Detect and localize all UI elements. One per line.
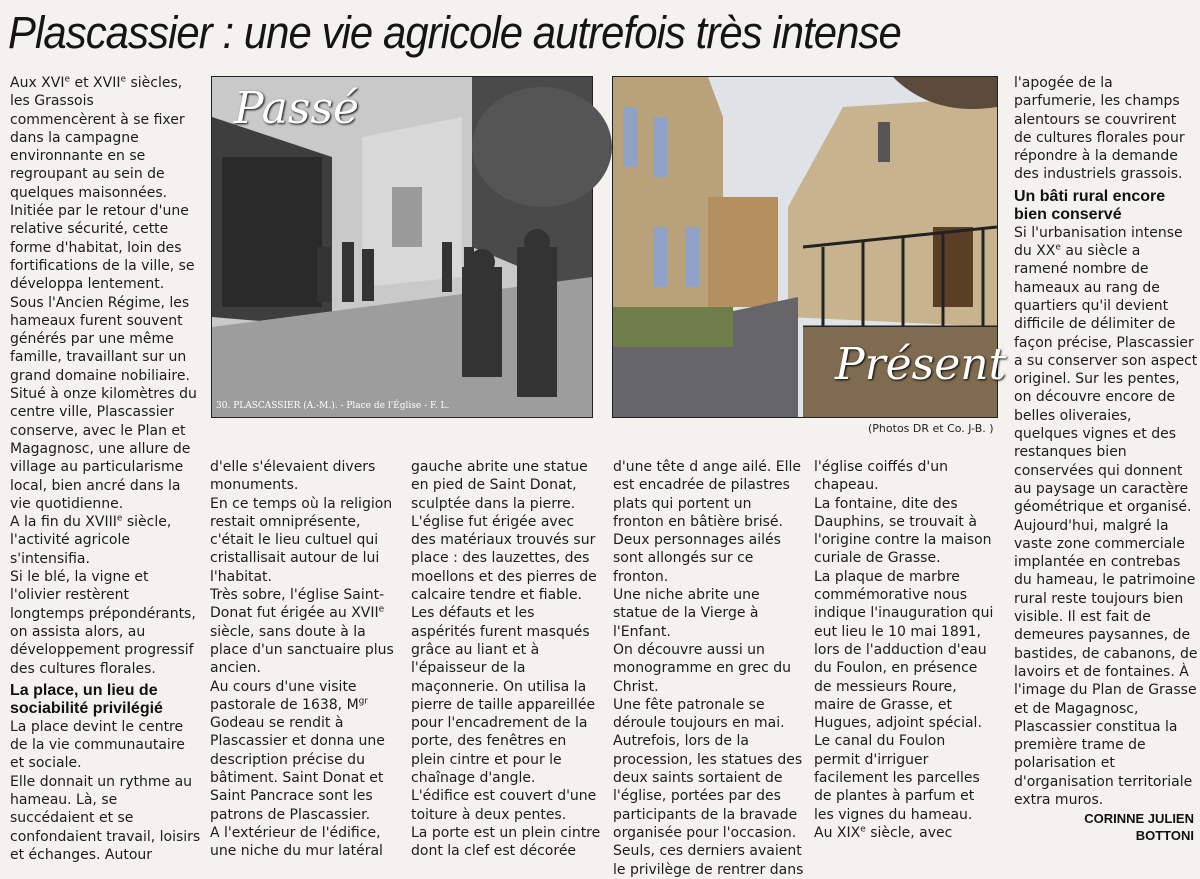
article-column-6	[1014, 74, 1198, 809]
postcard-title: PLASCASSIER (A.-M.). - Place de l'Église - F. L.	[233, 401, 450, 411]
author-byline	[1014, 810, 1194, 844]
paragraph: Très sobre, l'église Saint-Donat fut érigée au XVIIe siècle, sans doute à la place d'un sanctuaire plus ancien.	[210, 587, 394, 677]
paragraph: L'édifice est couvert d'une toiture à deux pentes.	[411, 788, 597, 823]
headline: Plascassier : une vie agricole autrefois très intense	[8, 7, 901, 58]
paragraph: Une niche abrite une statue de la Vierge à l'Enfant.	[613, 587, 760, 640]
paragraph: d'elle s'élevaient divers monuments.	[210, 459, 376, 494]
paragraph: La fontaine, dite des Dauphins, se trouvait à l'origine contre la maison curiale de Grasse.	[814, 495, 992, 567]
paragraph: gauche abrite une statue en pied de Saint Donat, sculptée dans la pierre.	[411, 459, 588, 512]
paragraph: L'église fut érigée avec des matériaux trouvés sur place : des lauzettes, des moellons et des pierres de calcaire tendre et fiable.	[411, 513, 597, 604]
paragraph: La place devint le centre de la vie communautaire et sociale.	[10, 718, 185, 772]
photo-credit: (Photos DR et Co. J-B. )	[868, 422, 994, 435]
paragraph: A l'extérieur de l'édifice, une niche du mur latéral	[210, 824, 383, 860]
paragraph: Si le blé, la vigne et l'olivier restèrent longtemps prépondérants, on assista alors, au développement progressif des cultures florales.	[10, 569, 196, 677]
paragraph: Le canal du Foulon permit d'irriguer facilement les parcelles de plantes à parfum et les vignes du hameau.	[814, 733, 980, 823]
paragraph: A la fin du XVIIIe siècle, l'activité agricole s'intensifia.	[10, 513, 172, 567]
postcard-caption	[216, 401, 449, 411]
paragraph: On découvre aussi un monogramme en grec du Christ.	[613, 641, 791, 695]
paragraph: Les défauts et les aspérités furent masqués grâce au liant et à l'épaisseur de la maçonnerie. On utilisa la pierre de taille appareillée pour l'encadrement de la porte, des fenêtres en plein cintre et pour le chaînage d'angle.	[411, 605, 596, 787]
postcard-number: 30.	[216, 401, 231, 411]
paragraph: Une fête patronale se déroule toujours en mai.	[613, 696, 785, 732]
paragraph: Aux XVIe et XVIIe siècles, les Grassois commencèrent à se fixer dans la campagne environnante en se regroupant au sein de quelques maisonnées. Initiée par le retour d'une relative sécurité, cette forme d'habitat, loin des fortifications de la ville, se développa lentement.	[10, 74, 195, 293]
paragraph: d'une tête d ange ailé. Elle est encadrée de pilastres plats qui portent un fronton en bâtière brisé. Deux personnages ailés sont allongés sur ce fronton.	[613, 459, 802, 585]
present-label: Présent	[835, 339, 1007, 390]
past-label: Passé	[234, 83, 360, 134]
author-line-2: BOTTONI	[1135, 828, 1194, 843]
paragraph: Aujourd'hui, malgré la vaste zone commerciale implantée en contrebas du hameau, le patrimoine rural reste toujours bien visible. Il est fait de demeures paysannes, de bastides, de cabanons, de lavoirs et de fontaines. À l'image du Plan de Grasse et de Magagnosc, Plascassier constitua la première trame de polarisation et d'organisation territoriale extra muros.	[1014, 517, 1198, 808]
paragraph: La plaque de marbre commémorative nous indique l'inauguration qui eut lieu le 10 mai 1891, lors de l'adduction d'eau du Foulon, en présence de messieurs Roure, maire de Grasse, et Hugues, adjoint spécial.	[814, 568, 994, 732]
photo-past	[211, 76, 593, 418]
paragraph: Autrefois, lors de la procession, les statues des deux saints sortaient de l'église, portées par des participants de la bravade organisée pour l'occasion. Seuls, ces derniers avaient le privilège de rentrer dans	[613, 733, 804, 878]
subheading: La place, un lieu de sociabilité privilégié	[10, 681, 163, 717]
paragraph: En ce temps où la religion restait omniprésente, c'était le lieu cultuel qui cristallisait autour de lui l'habitat.	[210, 495, 393, 585]
article-column-1	[10, 74, 202, 863]
paragraph: l'église coiffés d'un chapeau.	[814, 459, 949, 494]
subheading: Un bâti rural encore bien conservé	[1014, 187, 1166, 223]
photo-present	[612, 76, 1007, 418]
article-column-3	[411, 458, 603, 860]
paragraph: Si l'urbanisation intense du XXe au siècle a ramené nombre de hameaux au rang de quartiers qu'il devient difficile de délimiter de façon précise, Plascassier a su conserver son aspect originel. Sur les pentes, on découvre encore de belles oliveraies, quelques vignes et des restanques bien conservées qui donnent au paysage un caractère géométrique et organisé.	[1014, 224, 1198, 516]
paragraph: Elle donnait un rythme au hameau. Là, se succédaient et se confondaient travail, loisirs et échanges. Autour	[10, 773, 201, 863]
paragraph: Sous l'Ancien Régime, les hameaux furent souvent générés par une même famille, travaillant sur un grand domaine nobiliaire. Situé à onze kilomètres du centre ville, Plascassier conserve, avec le Plan et Magagnosc, une allure de village au particularisme local, bien ancré dans la vie quotidienne.	[10, 294, 197, 512]
article-column-4	[613, 458, 805, 878]
author-line-1: CORINNE JULIEN	[1084, 811, 1194, 826]
paragraph: Au cours d'une visite pastorale de 1638, $M^{gr}$ Godeau se rendit à Plascassier et donna une description précise du bâtiment. Saint Donat et Saint Pancrace sont les patrons de Plascassier.	[210, 678, 385, 823]
paragraph: l'apogée de la parfumerie, les champs alentours se couvrirent de cultures florales pour répondre à la demande des industriels grassois.	[1014, 75, 1185, 183]
paragraph: Au XIXe siècle, avec	[814, 824, 953, 841]
paragraph: La porte est un plein cintre dont la clef est décorée	[411, 824, 601, 860]
article-column-2	[210, 458, 402, 860]
article-column-5	[814, 458, 994, 847]
